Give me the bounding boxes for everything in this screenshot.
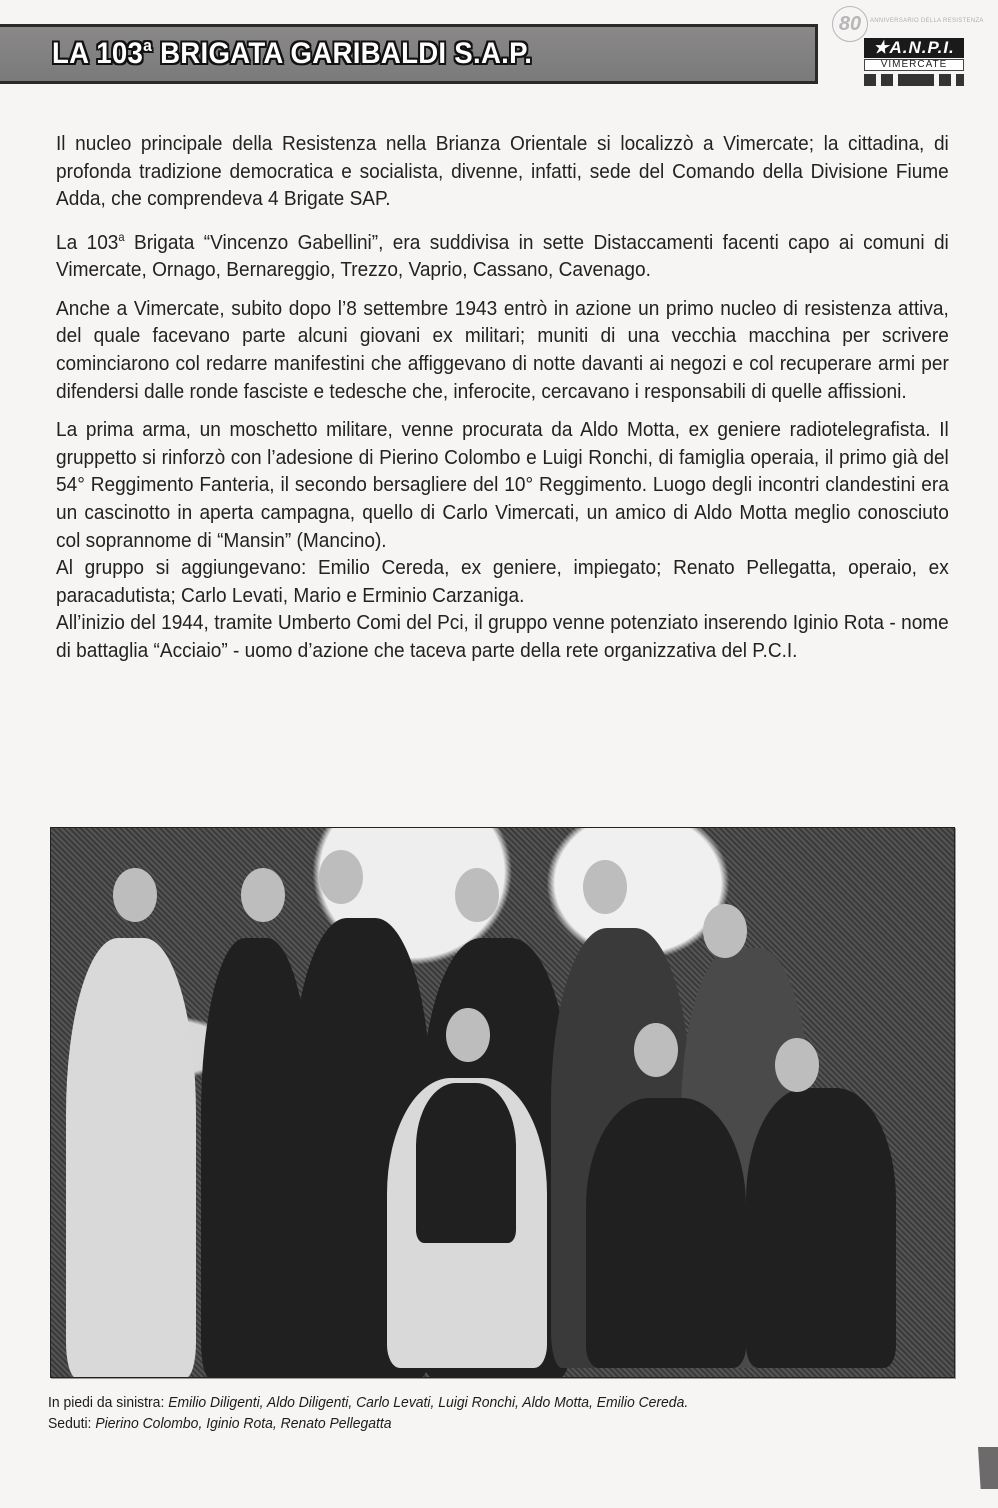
logo-bar bbox=[898, 74, 934, 86]
anniversary-badge: 80 bbox=[832, 6, 868, 42]
article-body bbox=[56, 130, 949, 665]
photo-head bbox=[241, 868, 285, 922]
caption-standing: In piedi da sinistra: Emilio Diligenti, Aldo Diligenti, Carlo Levati, Luigi Ronchi, Aldo Motta, Emilio Cereda. bbox=[48, 1394, 689, 1411]
photo-head bbox=[583, 860, 627, 914]
logo-bar bbox=[864, 74, 876, 86]
photo-head bbox=[634, 1023, 678, 1077]
group-photo bbox=[50, 827, 955, 1378]
paragraph-6: All’inizio del 1944, tramite Umberto Comi del Pci, il gruppo venne potenziato inserendo Iginio Rota - nome di battaglia “Acciaio” - uomo d’azione che taceva parte della rete organizzativa del P.C.I. bbox=[56, 611, 949, 662]
anpi-logo bbox=[830, 4, 995, 88]
photo-figure-seated bbox=[746, 1088, 896, 1368]
photo-head bbox=[113, 868, 157, 922]
logo-bar bbox=[881, 74, 893, 86]
page-edge-tab bbox=[978, 1447, 998, 1489]
photo-head bbox=[703, 904, 747, 958]
photo-figure-seated bbox=[586, 1098, 746, 1368]
paragraph-2: La 103$^a$ Brigata “Vincenzo Gabellini”, era suddivisa in sette Distaccamenti facenti capo ai comuni di Vimercate, Ornago, Bernareggio, Trezzo, Vaprio, Cassano, Cavenago. bbox=[56, 229, 949, 282]
paragraph-5: Al gruppo si aggiungevano: Emilio Cereda, ex geniere, impiegato; Renato Pellegatta, operaio, ex paracadutista; Carlo Levati, Mario e Erminio Carzaniga. bbox=[56, 556, 949, 607]
title-banner bbox=[0, 24, 818, 84]
anniversary-text: ANNIVERSARIO DELLA RESISTENZA bbox=[870, 18, 984, 24]
caption-seated: Seduti: Pierino Colombo, Iginio Rota, Renato Pellegatta bbox=[48, 1415, 392, 1432]
photo-head bbox=[775, 1038, 819, 1092]
paragraph-1: Il nucleo principale della Resistenza nella Brianza Orientale si localizzò a Vimercate; la cittadina, di profonda tradizione democratica e socialista, divenne, infatti, sede del Comando della Divisione Fiume Adda, che comprendeva 4 Brigate SAP. bbox=[56, 132, 949, 211]
photo-figure bbox=[66, 938, 196, 1378]
page-title: LA 103$^a$ BRIGATA GARIBALDI S.A.P. bbox=[52, 36, 533, 70]
photo-caption bbox=[48, 1392, 885, 1434]
anpi-wordmark: ★A.N.P.I. bbox=[864, 38, 964, 58]
logo-bars bbox=[864, 74, 964, 86]
photo-figure-seated bbox=[416, 1083, 516, 1243]
city-label: VIMERCATE bbox=[864, 59, 964, 71]
photo-head bbox=[455, 868, 499, 922]
photo-head bbox=[446, 1008, 490, 1062]
photo-head bbox=[319, 850, 363, 904]
paragraph-4: La prima arma, un moschetto militare, venne procurata da Aldo Motta, ex geniere radiotelegrafista. Il gruppetto si rinforzò con l’adesione di Pierino Colombo e Luigi Ronchi, di famiglia operaia, il primo già del 54° Reggimento Fanteria, il secondo bersagliere del 10° Reggimento. Luogo degli incontri clandestini era un cascinotto in aperta campagna, quello di Carlo Vimercati, un amico di Aldo Motta meglio conosciuto col soprannome di “Mansin” (Mancino). bbox=[56, 418, 949, 552]
logo-bar bbox=[956, 74, 964, 86]
paragraph-3: Anche a Vimercate, subito dopo l’8 settembre 1943 entrò in azione un primo nucleo di resistenza attiva, del quale facevano parte alcuni giovani ex militari; muniti di una vecchia macchina per scrivere cominciarono col redarre manifestini che affiggevano di notte davanti ai negozi e col recuperare armi per difendersi dalle ronde fasciste e tedesche che, inferocite, cercavano i responsabili di quelle affissioni. bbox=[56, 296, 949, 403]
logo-bar bbox=[939, 74, 951, 86]
